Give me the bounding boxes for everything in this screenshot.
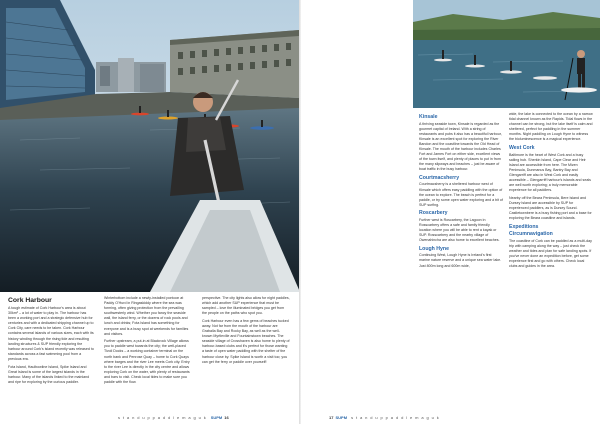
page-number: 16: [224, 415, 229, 420]
paragraph: wide, the lake is connected to the ocean by a narrow tidal channel known as the Rapids. Tidal flows in the channel can be strong, but the lake itself is calm and sheltered, perfect for paddling in the summer months. Night paddling on Lough Hyne to witness the bioluminescence is a magical experience.: [509, 112, 593, 142]
paragraph: A thriving seaside town, Kinsale is regarded as the gourmet capital of Ireland. With a string of restaurants and pubs it also has a beautiful harbour, Kinsale is an excellent spot for exploring the River Bandon and the coastline towards the Old Head of Kinsale. The mouth of the harbour includes Charles Fort and James Fort on either side, excellent views of the town itself, and plenty of places to put in from the many slipways and beaches – just be aware of boat traffic in the busy harbour.: [419, 121, 502, 172]
harbour-standing-paddler-photo: [301, 0, 411, 420]
paragraph: Cork Harbour even has a few gems of beaches tucked away. Not far from the mouth of the harbour are Graballa Bay and Rocky Bay, as well as the well-known Myrtleville and Fountainstown beaches. The seaside village of Crosshaven is also home to plenty of harbour-based clubs and it's perfect for those wanting a taste of open water paddling with the shelter of the harbour close by. Spike Island is worth a visit too; you can get the ferry or paddle over yourself!: [202, 318, 290, 364]
paragraph: A tough estimate of Cork Harbour's area is about 30km² – a lot of water to play in. The harbour has been a working port and a strategic defensive hub for centuries and with a dedicated shipping channel up to Cork City, care needs to be taken. Cork Harbour contains several islands of various sizes, each with its history winding through the rising tide and resulting landing structures & SUP friendly exploring the harbour around Cork’s island recently was released to standards across a fast swimming pool from a previous era.: [8, 306, 94, 361]
paragraph: Courtmacsherry is a sheltered harbour west of Kinsale which offers easy paddling with the option of the ocean to explore. The beach is perfect for a paddle, or try some open water exploring and a bit of SUP surfing.: [419, 182, 503, 207]
right-column-1: [419, 112, 503, 271]
footer-brand: SUPM: [335, 415, 348, 420]
footer-text: s t a n d u p p a d d l e m a g u k: [351, 415, 440, 420]
left-footer: [118, 415, 229, 420]
harbour-paddling-photo: [0, 0, 299, 292]
heading-courtmacsherry: Courtmacsherry: [419, 174, 460, 181]
left-column-1: [8, 296, 94, 387]
paragraph: Baltimore is the heart of West Cork and a busy sailing hub. Sherkin Island, Cape Clear and Heir Island are accessible from here. The Mizen Peninsula, Dunmanus Bay, Bantry Bay and Glengarriff are also in West Cork and easily accessible – Glengarriff harbour's islands and seals are well worth exploring; a truly memorable experience for all paddlers.: [509, 152, 591, 193]
left-page: [0, 0, 299, 424]
heading-roscarbery: Roscarbery: [419, 210, 448, 217]
paragraph: Further west is Roscarbery, the Lagoon in Rosscarbery offers a safe and family friendly location where you will be able to rent a kayak or SUP. Rosscarbery and the nearby village of Owenahincha are also home to excellent beaches.: [419, 217, 500, 243]
group-paddling-photo: [413, 0, 600, 108]
right-footer: [329, 415, 440, 420]
paragraph: Further upstream, a put-in at Blackrock Village allows you to paddle west towards the city; the well-placed Tivoli Docks – a working container terminal on the north bank and Penrose Quay – home to Cork Quays where barges and the river Lee meets Cork city. Entry to the river Lee is directly in the city centre and allows exploring Cork on the water, with plenty of restaurants and bars to visit. Check local tides to make sure you paddle with the flow.: [104, 339, 190, 384]
paragraph: Winterbottom include a newly-installed pontoon at Paddy O'Hurd in Ringaskiddy where the sea was forming, often giving protection from the prevailing southwesterly wind. Whether you fancy the seaside wall, the island ferry, or the dozens of rock pools and lunch and drinks; Fota Island has something for everyone and is a busy spot at weekends for families and visitors.: [104, 296, 189, 336]
right-column-2: [509, 112, 593, 272]
paragraph: perspective. The city lights also allow for night paddles, which add another SUP experience that must be sampled – love the illuminated bridges you get from the people on the paths who spot you.: [202, 296, 290, 316]
heading-lough-hyne: Lough Hyne: [419, 245, 449, 252]
heading-circumnavigation: Circumnavigation: [509, 231, 553, 238]
heading-expeditions: Expeditions: [509, 223, 539, 230]
heading-west-cork: West Cork: [509, 145, 535, 152]
footer-text: s t a n d u p p a d d l e m a g u k: [118, 415, 207, 420]
heading-kinsale: Kinsale: [419, 114, 438, 120]
paragraph: Nearby off the Beara Peninsula, Bere Island and Dursey Island are accessible by SUP for experienced paddlers, as is Dursey Sound. Castletownbere is a busy fishing port and a base for exploring the Beara coastline and islands.: [509, 195, 592, 221]
heading-cork-harbour: Cork Harbour: [8, 297, 52, 304]
left-column-3: [202, 296, 290, 367]
left-column-2: [104, 296, 192, 388]
paragraph: The coastline of Cork can be paddled as a multi-day trip with camping along the way – just check the weather and tides and plan for safe landing spots. If you've never done an expedition before, get some experience first and go with others. Check local clubs and guides in the area.: [509, 238, 592, 269]
footer-brand: SUPM: [210, 415, 223, 420]
right-page: [301, 0, 600, 424]
paragraph: Fota Island, Haulbowline Island, Spike Island and Great Island is some of the largest islands in the harbour. Many of the islands linked to the mainland and ripe for exploring by the curious paddler.: [8, 364, 90, 384]
page-number: 17: [329, 415, 334, 420]
paragraph: Continuing West, Lough Hyne is Ireland's first marine nature reserve and a unique sea water lake. Just 800m long and 600m wide,: [419, 253, 502, 268]
